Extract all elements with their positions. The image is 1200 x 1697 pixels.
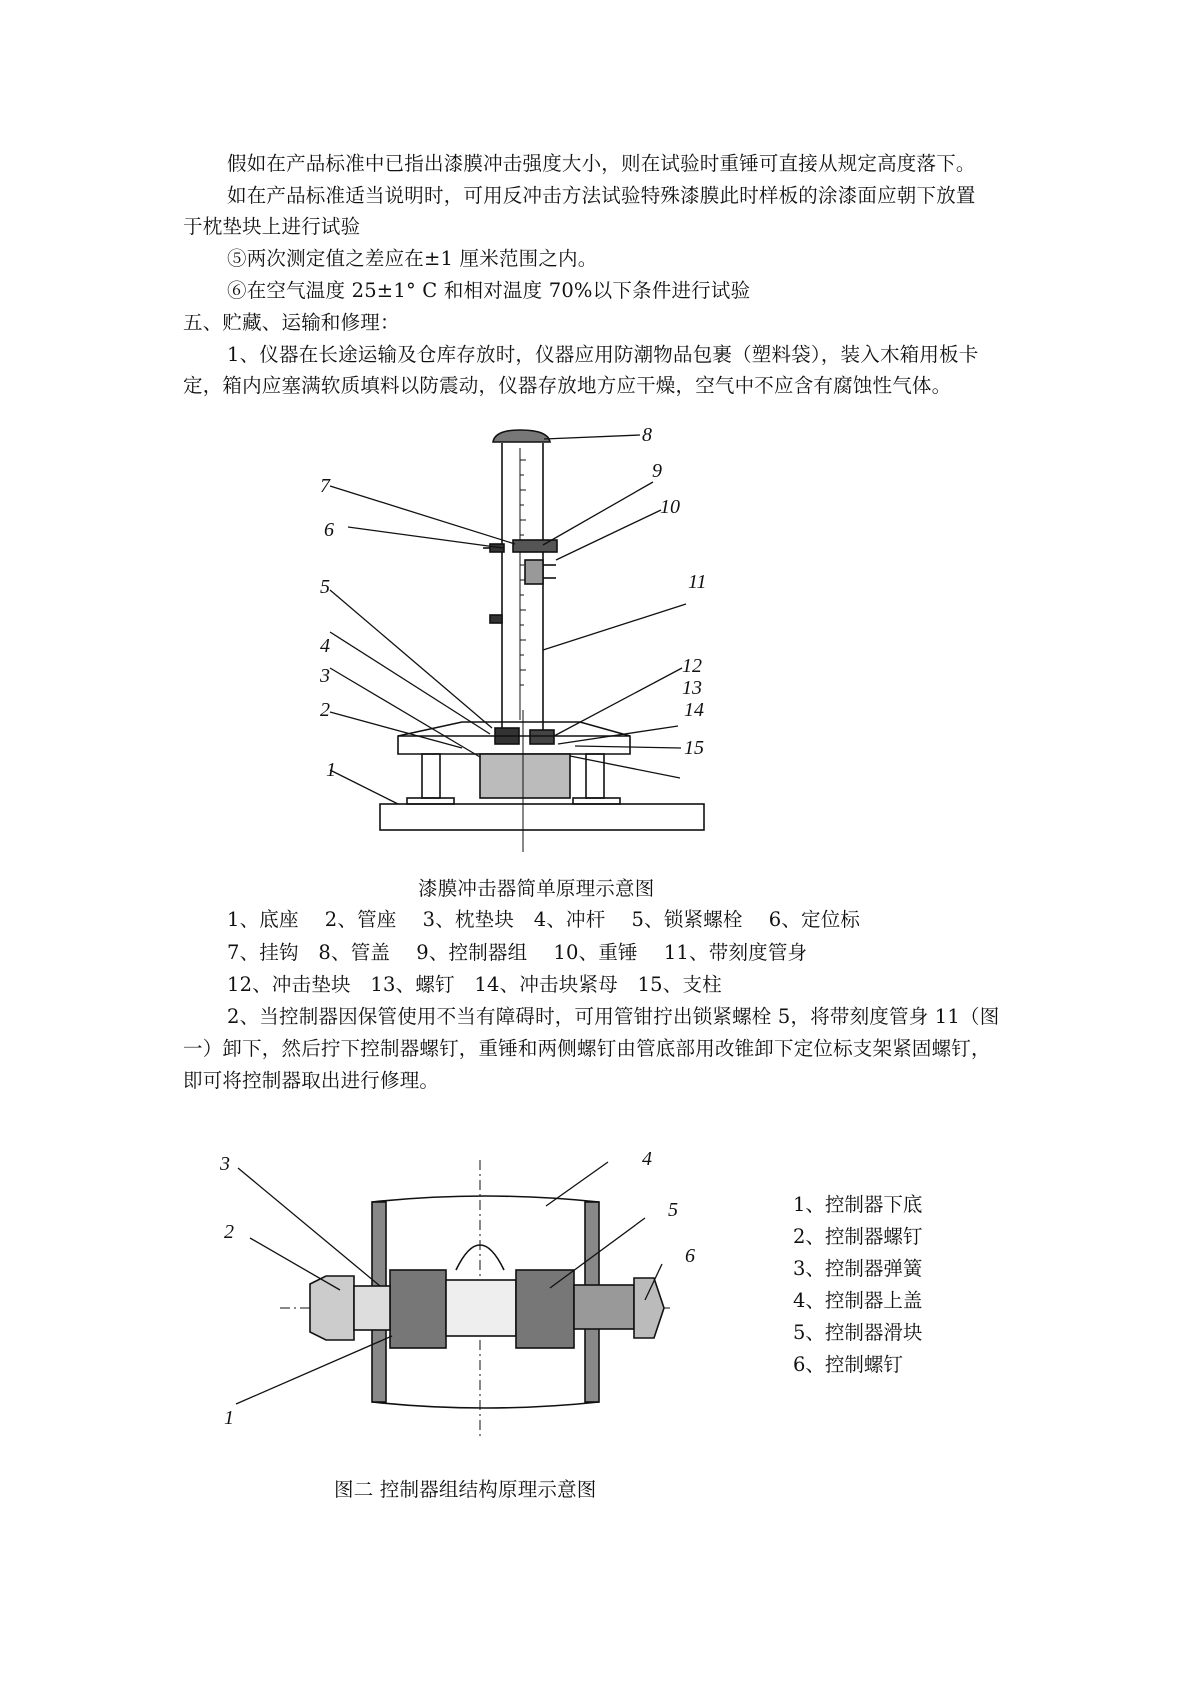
paragraph-line: 即可将控制器取出进行修理。 bbox=[183, 1069, 440, 1092]
paragraph-line: ⑤两次测定值之差应在±1 厘米范围之内。 bbox=[227, 247, 598, 270]
paragraph-line: 假如在产品标准中已指出漆膜冲击强度大小，则在试验时重锤可直接从规定高度落下。 bbox=[227, 152, 976, 175]
callout-5: 5 bbox=[320, 576, 330, 598]
paragraph-line: ⑥在空气温度 25±1° C 和相对温度 70%以下条件进行试验 bbox=[227, 279, 751, 302]
callout-8: 8 bbox=[642, 424, 652, 446]
figure2-legend-item: 1、控制器下底 bbox=[793, 1193, 923, 1216]
figure2-legend-item: 6、控制螺钉 bbox=[793, 1353, 903, 1376]
callout-3: 3 bbox=[320, 665, 330, 687]
fig2-callout-6: 6 bbox=[685, 1245, 695, 1267]
figure2-legend-item: 2、控制器螺钉 bbox=[793, 1225, 923, 1248]
callout-7: 7 bbox=[320, 475, 330, 497]
fig2-callout-3: 3 bbox=[220, 1153, 230, 1175]
paragraph-line: 如在产品标准适当说明时，可用反冲击方法试验特殊漆膜此时样板的涂漆面应朝下放置 bbox=[227, 184, 976, 207]
callout-11: 11 bbox=[688, 571, 707, 593]
paragraph-line: 2、当控制器因保管使用不当有障碍时，可用管钳拧出锁紧螺栓 5，将带刻度管身 11（图 bbox=[227, 1005, 1000, 1028]
callout-2: 2 bbox=[320, 699, 330, 721]
figure2-legend-item: 3、控制器弹簧 bbox=[793, 1257, 923, 1280]
callout-14: 14 bbox=[684, 699, 704, 721]
figure1-legend-line: 7、挂钩 8、管盖 9、控制器组 10、重锤 11、带刻度管身 bbox=[227, 941, 808, 964]
fig2-callout-4: 4 bbox=[642, 1148, 652, 1170]
callout-12: 12 bbox=[682, 655, 702, 677]
impact-tester-diagram bbox=[320, 420, 780, 855]
controller-assembly-diagram bbox=[220, 1140, 700, 1440]
figure2-legend-item: 4、控制器上盖 bbox=[793, 1289, 923, 1312]
paragraph-line: 一）卸下，然后拧下控制器螺钉，重锤和两侧螺钉由管底部用改锥卸下定位标支架紧固螺钉， bbox=[183, 1037, 991, 1060]
paragraph-line: 定，箱内应塞满软质填料以防震动，仪器存放地方应干燥，空气中不应含有腐蚀性气体。 bbox=[183, 374, 952, 397]
callout-9: 9 bbox=[652, 460, 662, 482]
figure2-legend-item: 5、控制器滑块 bbox=[793, 1321, 923, 1344]
figure1-legend-line: 1、底座 2、管座 3、枕垫块 4、冲杆 5、锁紧螺栓 6、定位标 bbox=[227, 908, 861, 931]
callout-15: 15 bbox=[684, 737, 704, 759]
section-heading: 五、贮藏、运输和修理： bbox=[183, 311, 400, 334]
paragraph-line: 于枕垫块上进行试验 bbox=[183, 215, 361, 238]
callout-4: 4 bbox=[320, 635, 330, 657]
paragraph-line: 1、仪器在长途运输及仓库存放时，仪器应用防潮物品包裹（塑料袋），装入木箱用板卡 bbox=[227, 343, 979, 366]
callout-6: 6 bbox=[324, 519, 334, 541]
figure1-legend-line: 12、冲击垫块 13、螺钉 14、冲击块紧母 15、支柱 bbox=[227, 973, 722, 996]
figure2-caption: 图二 控制器组结构原理示意图 bbox=[334, 1478, 597, 1501]
callout-1: 1 bbox=[326, 759, 336, 781]
callout-13: 13 bbox=[682, 677, 702, 699]
figure1-caption: 漆膜冲击器简单原理示意图 bbox=[418, 877, 655, 900]
callout-10: 10 bbox=[660, 496, 680, 518]
fig2-callout-2: 2 bbox=[224, 1221, 234, 1243]
fig2-callout-1: 1 bbox=[224, 1407, 234, 1429]
fig2-callout-5: 5 bbox=[668, 1199, 678, 1221]
